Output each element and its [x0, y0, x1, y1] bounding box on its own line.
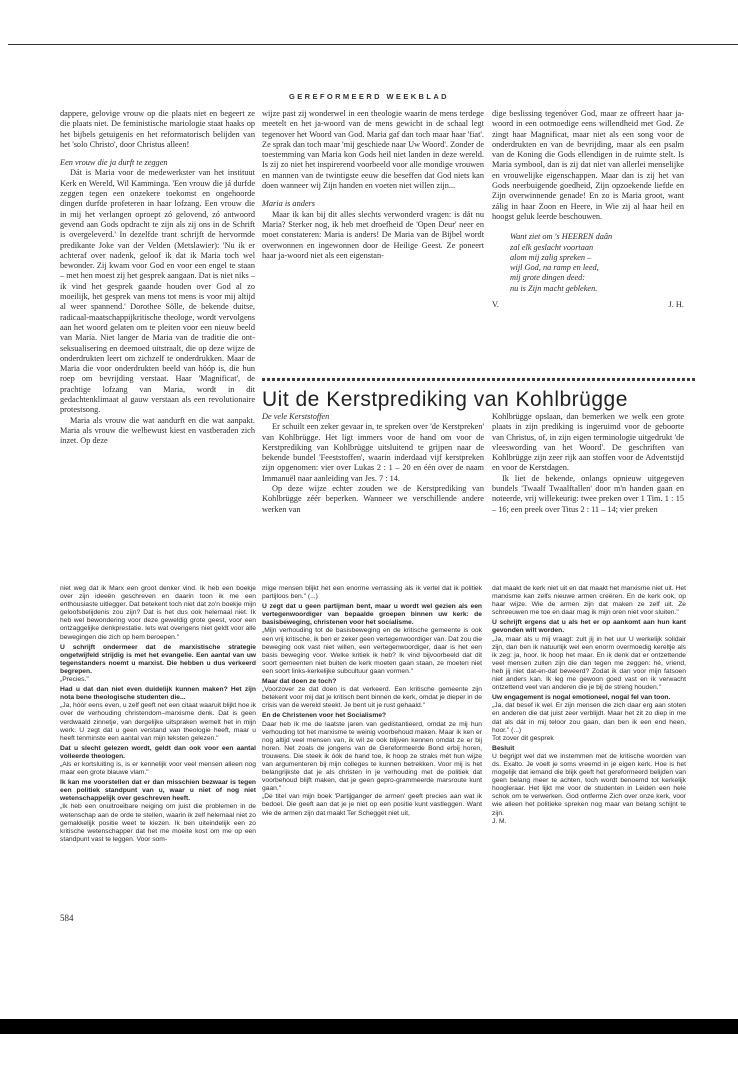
interview-answer: „Ja, maar als u mij vraagt: zult jij in het uur U werkelijk solidair zijn, dan ben ik natuurlijk wel een enorm overmoedig kereltje als ik zeg: ja, hoor. Ik hoop het maar. En ik denk dat er ontzettende veel mensen zullen zijn die dan tegen me zeggen: hé, vriend, heb jij niet dat-en-dat beweerd? Zodat ik dan voor mijn fatsoen niet anders kan. Ik leg me gewoon goed vast en ik verwacht ontzettend veel van anderen die je bij de streng houden.": [492, 635, 686, 692]
poem-line: zal elk geslacht voortaan: [510, 242, 594, 252]
paragraph: wijze past zij wonderwel in een theologie waarin de mens terdege meetelt en het ja-woord van de mens gewicht in de schaal legt tegenover het Woord van God. Maria gaf dan toch maar haar 'fiat'. Ze sprak dan toch maar 'mij geschiede naar Uw Woord'. Zonder de toestemming van Maria kon Gods heil niet landen in deze wereld. Is zij zo niet het inspirerend voorbeeld voor alle mondige vrouwen en mannen van de twintigste eeuw die beseffen dat God niets kan doen wanneer wij Zijn handen en voeten niet willen zijn...: [262, 109, 484, 191]
interview-answer: dat maakt de kerk niet uit en dat maakt het marxisme niet uit. Het marxisme kan zelfs nieuwe armen creëren. En de kerk ook, op haar wijze. Wie de armen zijn dat maken ze zelf uit. Ze schreeuwen me toe en daar mag ik mijn oren niet voor sluiten.": [492, 585, 686, 617]
bottom-scan-band: [0, 1019, 738, 1034]
interview-answer: „Als er kortsluiting is, is er kennelijk voor veel mensen alleen nog maar een grote blauwe vlam.": [60, 760, 256, 777]
interview-answer: „De titel van mijn boek 'Partijganger de armen' geeft precies aan wat ik bedoel. Die geeft aan dat je je niet op een positie kunt vastleggen. Want wie de armen zijn dat maakt Ter Schegget niet uit,: [262, 793, 482, 817]
interview-answer: „Ik heb een onuitroeibare neiging om juist die problemen in de wetenschap aan de orde te stellen, waarin ik zelf helemaal niet zo gemakkelijk positie weet te kiezen. Ik ben uiteindelijk een zo kritische wetenschapper dat het me moeite kost om me op een standpunt vast te leggen. Voor som-: [60, 803, 256, 843]
interview-column-2: [262, 585, 482, 818]
interview-answer: „Ja, dat besef ik wel. Er zijn mensen die zich daar erg aan stoten en anderen die dat juist zeer verblijdt. Maar het zit zo diep in me dat als dát in mij teloor zou gaan, dan ben ik een end heen, hoor." (...): [492, 702, 686, 734]
interview-answer: mige mensen blijkt het een enorme verrassing als ik vertel dat ik politiek partijloos ben." (...): [262, 585, 482, 601]
poem-line: Want ziet om 's HEEREN daân: [510, 232, 613, 242]
page-header: GEREFORMEERD WEEKBLAD: [289, 92, 449, 101]
interview-question: U zegt dat u geen partijman bent, maar u wordt wel gezien als een vertegenwoordiger van bepaalde groepen binnen uw kerk: de basisbeweging, christenen voor het socialisme.: [262, 603, 482, 627]
interview-answer: Tot zover dit gesprek: [492, 734, 554, 742]
interview-question: Had u dat dan niet even duidelijk kunnen maken? Het zijn nota bene theologische studenten die...: [60, 686, 256, 702]
paragraph: Kohlbrügge opslaan, dan bemerken we welk een grote plaats in zijn prediking is ingeruimd voor de geboorte van Christus, of, in zijn eigen terminologie uitgedrukt 'de vleeswording van het Woord'. De geschriften van Kohlbrügge zijn zeer rijk aan stoffen voor de Adventstijd en voor de Kerstdagen.: [492, 412, 684, 473]
interview-question: Dat u slecht gelezen wordt, geldt dan ook voor een aantal volleerde theologen.: [60, 744, 256, 760]
interview-answer: U begrijpt wel dat we instemmen met de kritische woorden van ds. Exalto. Je voelt je soms vreemd in je eigen kerk. Hoe is het mogelijk dat iemand die blijk geeft het gereformeerd belijden van geen belang meer te achten, toch wordt benoemd tot kerkelijk hoogleraar. Het lijkt me voor de studenten in Leiden een hele schok om te verwerken. God ontferme Zich over onze kerk, voor wie alleen het politieke spreken nog maar van belang schijnt te zijn.: [492, 752, 686, 817]
interview-question: Besluit: [492, 744, 515, 752]
interview-answer: J. M.: [492, 817, 507, 825]
subheading: De vele Kerststoffen: [262, 412, 330, 421]
interview-answer: niet weg dat ik Marx een groot denker vind. Ik heb een boekje over zijn ideeën geschreven en daarin toon ik me een enthousiaste uitlegger. Dat betekent toch niet dat zo'n boekje mijn geloofsbelijdenis zou zijn? Dat is het dus ook helemaal niet. Ik heb wel bewondering voor deze geweldig grote geest, voor een ontzaggelijke denkprestatie. Iets wat overigens niet geldt voor alle bewegingen die zich op hem beroepen.": [60, 585, 256, 641]
interview-answer: „Precies.": [60, 676, 89, 684]
interview-question: Uw engagement is nogal emotioneel, nogal fel van toon.: [492, 694, 671, 702]
top-border-line: [8, 44, 738, 45]
poem-line: wijl God, na ramp en leed,: [510, 263, 599, 273]
interview-answer: Daar heb ik me de laatste jaren van gedistantieerd, omdat ze mij hun verhouding tot het marxisme te weinig voorbehoud maken. Maar ik ken er nog altijd veel mensen van, ik wil ze ook blijven kennen omdat ze er bij horen. Net zoals de jongens van de Gereformeerde Bond erbij horen, trouwens. Die steek ik óók de hand toe, ik hoop ze straks mét hun wijze van argumenteren bij mijn colleges te kunnen betrekken. Voor mij is het belangrijkste dat je als christen in je verhouding met de politiek dat voorbehoud blijft maken, dat je geen gepro-grammeerde marsroute kunt gaan.": [262, 720, 482, 793]
dotted-separator: [262, 378, 695, 381]
column-2: [262, 109, 484, 261]
page-number: 584: [60, 913, 74, 923]
column-3: [492, 109, 684, 310]
paragraph: Op deze wijze echter zouden we de Kerstprediking van Kohlbrügge zéér beperken. Wanneer we verschillende andere werken van: [262, 484, 484, 514]
paragraph: Dát is Maria voor de medewerkster van het instituut Kerk en Wereld, Wil Kamminga. 'Een vrouw die já durfde zeggen tegen een onzekere toekomst en ongehoorde dingen durfde profeteren in haar lofzang. Een vrouw die in mij het verlangen oproept zó gelovend, zó antwoord gevend aan Gods opdracht te zijn als zij ons in de Schrift is overgeleverd.' In dezelfde trant schrijft de hervormde predikante Joke van der Velden (Metslawier): 'Nu ik er achteraf over nadenk, geloof ik dat ik Maria toch wel bewonder. Zij kwam voor God en voor een engel te staan – met hen moest zij het gesprek aangaan. Dat is niet niks – ik vind het gesprek gaande houden over God al zo moeilijk, het gesprek van mens tot mens is voor mij altijd al weer spannend.' Dorothee Sölle, de bekende duitse, radicaal-maatschappijkritische theologe, wordt vervolgens aan het woord gelaten om te pleiten voor een nieuw beeld van Maria. Niet langer de Maria van de traditie die ont-seksualisering en deemoed uitstraalt, die op deze wijze de onderdrukten leert om zichzelf te onderdrukken. Maar de Maria die voor onderdrukten beeld van hóóp is, die hun roep om bevrijding verstaat. Haar 'Magnificat', de prachtige lofzang van Maria, wordt in dit gedachtenklimaat al gauw verstaan als een revolutionaire protestsong.: [60, 168, 255, 415]
paragraph: dige beslissing tegenóver God, maar ze offreert haar ja-woord in een ootmoedige eens willendheid met God. Ze zingt haar Magnificat, maar niet als een song voor de onderdrukten en van de bevrijding, maar als een psalm van de Koning die Gods ellendigen in de ruimte stelt. Is Maria symbool, dan is zij dat niet van allerlei menselijke en vrouwelijke eigenschappen. Maar dan is zij het van Gods neerbuigende goedheid, Zijn opzoekende liefde en Zijn overwinnende genade! En zo is Maria groot, want zálig in haar Zoon en Heere, in Wie zij al haar heil en hoogst geluk leerde beschouwen.: [492, 109, 684, 221]
interview-column-3: [492, 585, 686, 826]
paragraph: Maria als vrouw die wat aandurft en die wat aanpakt. Maria als vrouw die welbewust kiest en vastberaden zich inzet. Op deze: [60, 415, 255, 446]
poem-line: nu is Zijn macht gebleken.: [510, 283, 598, 293]
paragraph: Er schuilt een zeker gevaar in, te spreken over 'de Kerstpreken' van Kohlbrügge. Het ligt immers voor de hand om voor de Kerstprediking van Kohlbrügge uitsluitend te grijpen naar de bekende bundel 'Feeststoffen', waarin inderdaad vijf kerstpreken zijn opgenomen: vier over Lukas 2 : 1 – 20 en één over de naam Immanuël naar aanleiding van Jes. 7 : 14.: [262, 422, 484, 483]
signature: [492, 300, 684, 310]
article-title: Uit de Kerstprediking van Kohlbrügge: [262, 388, 628, 411]
interview-question: En de Christenen voor het Socialisme?: [262, 712, 387, 720]
interview-answer: „Ja, hóór eens even, u zelf geeft net een citaat waaruit blijkt hoe ik over de verhouding christendom–marxisme denk. Dat is geen verdwaald zinnetje, van dergelijke uitspraken wemelt het in mijn werk. U zegt dat u geen verstand van theologie heeft, maar u heeft tenminste een aantal van mijn teksten gelezen.": [60, 702, 256, 742]
article-column-a: [262, 412, 484, 515]
subheading: Een vrouw die ja durft te zeggen: [60, 158, 168, 168]
subheading: Maria is anders: [262, 199, 316, 209]
signature-left: V.: [492, 300, 499, 310]
article-column-b: [492, 412, 684, 515]
paragraph: dappere, gelovige vrouw op die plaats niet en begeert ze die plaats niet. De feministische mariologie staat haaks op het bijbels getuigenis en het reformatorisch belijden van het 'solo Christo', door Christus alleen!: [60, 109, 255, 149]
paragraph: Ik liet de bekende, onlangs opnieuw uitgegeven bundels 'Twaalf Twaalftallen' door m'n handen gaan en noteerde, vrij willekeurig: twee preken over 1 Tim. 1 : 15 – 16; een preek over Titus 2 : 11 – 14; vier preken: [492, 473, 684, 514]
interview-answer: „Mijn verhouding tot de basisbeweging en de kritische gemeente is ook een vrij kritische, ik ben er zeker geen vertegenwoordiger van. Dat zou die beweging ook vast niet willen, een vertegenwoordiger, daar is het een basis beweging voor. Welke kritiek ik heb? Ik vind bijvoorbeeld dat dit soort gemeenten niet buiten de kerk moeten gaan staan, ze moeten niet een soort links-kerkelijke subcultuur gaan vormen.": [262, 627, 482, 675]
interview-question: U schrijft ondermeer dat de marxistische strategie ongetwijfeld strijdig is met het evangelie. Een aantal van uw tegenstanders noemt u marxist. Die hebben u dus verkeerd begrepen.: [60, 643, 256, 675]
poem-line: alom mij zalig spreken –: [510, 252, 592, 262]
interview-question: Ik kan me voorstellen dat er dan misschien bezwaar is tegen een politiek standpunt van u, waar u niet of nog niet wetenschappelijk over geschreven heeft.: [60, 779, 256, 803]
interview-question: U schrijft ergens dat u als het er op aankomt aan hun kant gevonden wilt worden.: [492, 619, 686, 635]
signature-right: J. H.: [668, 300, 684, 310]
column-1: [60, 109, 255, 447]
interview-question: Maar dat doen ze toch?: [262, 678, 337, 686]
poem: [510, 232, 684, 294]
interview-answer: „Voorzover ze dat doen is dat verkeerd. Een kritische gemeente zijn betekent voor mij dat je kritisch bent binnen de kerk, omdat je dieper in de crisis van de wereld steekt. Je bent uit je rust gehaald.": [262, 686, 482, 710]
interview-column-1: [60, 585, 256, 844]
poem-line: mij grote dingen deed:: [510, 273, 586, 283]
paragraph: Maar ik kan bij dit alles slechts verwonderd vragen: is dát nu Maria? Sterker nog, ik heb met droefheid de 'Open Deur' neer en moet constateren: Maria is anders! De Maria van de Bijbel wordt overwonnen en ingewonnen door de Heilige Geest. Ze poneert haar ja-woord niet als een eigenstan-: [262, 209, 484, 260]
